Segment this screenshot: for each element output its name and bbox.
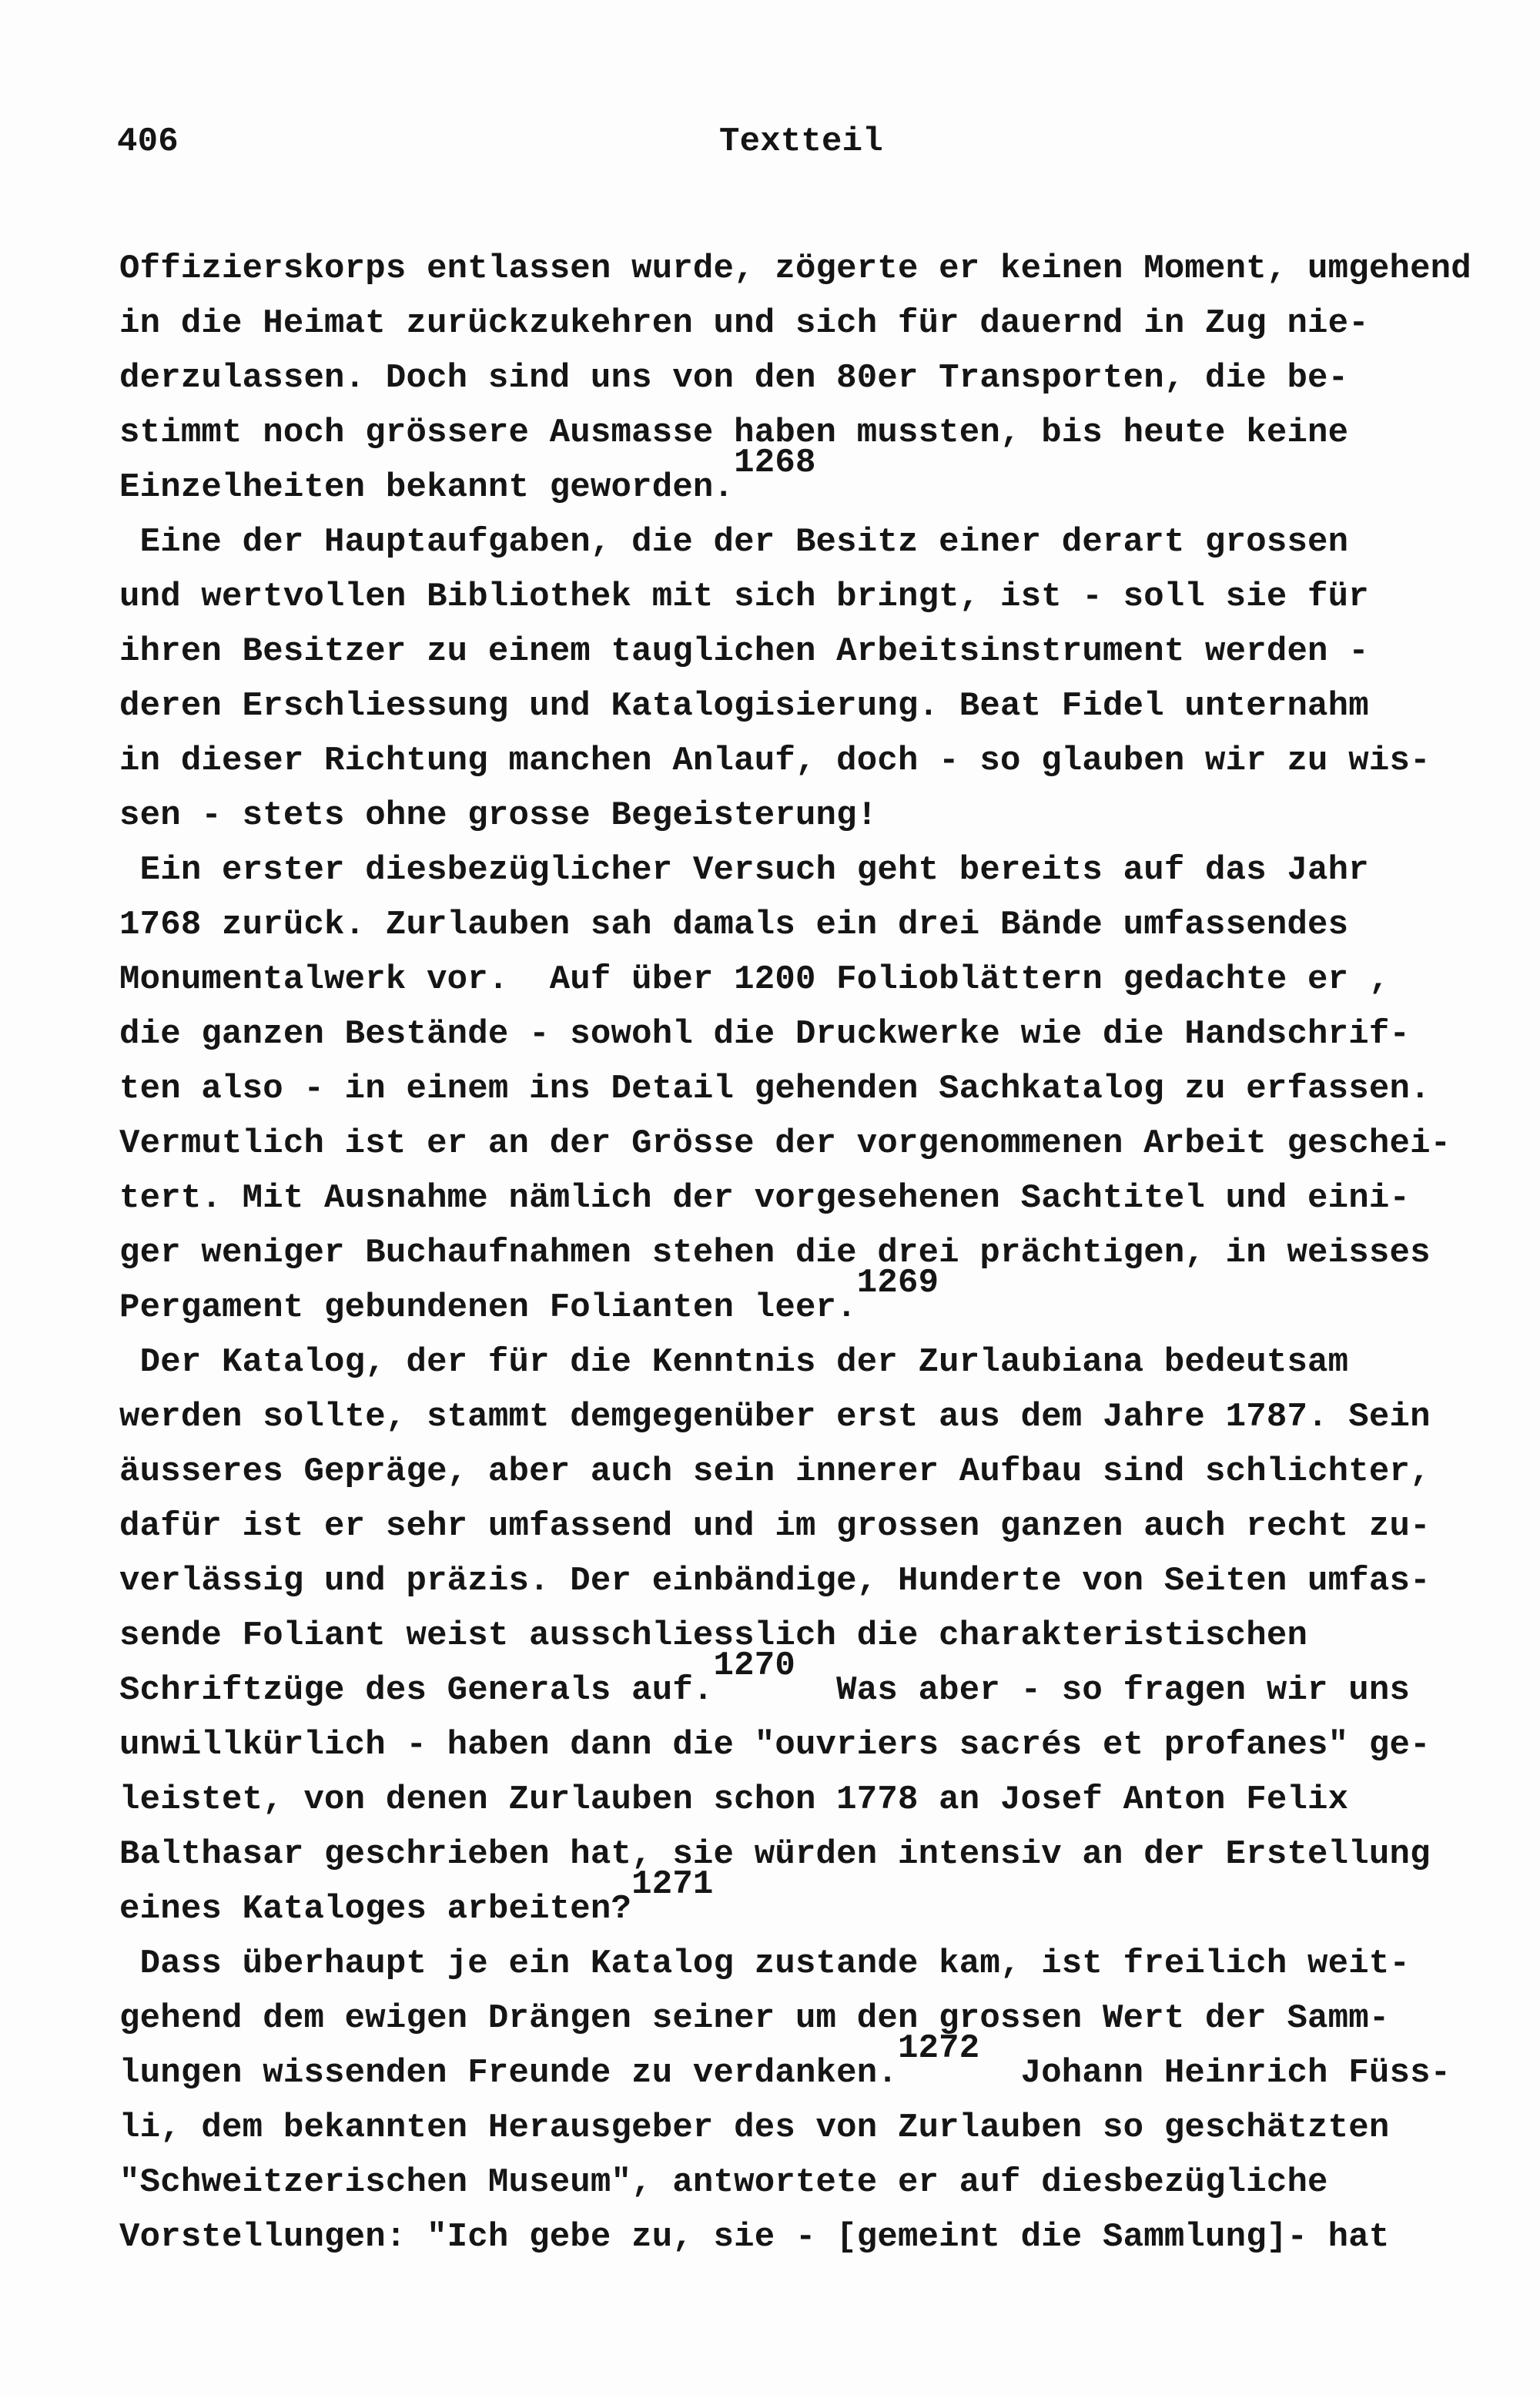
text-segment: derzulassen. Doch sind uns von den 80er Transporten, die be- [119, 359, 1349, 397]
text-line [119, 515, 1505, 570]
text-line [119, 2101, 1505, 2156]
text-line [119, 1718, 1505, 1773]
text-line [119, 1991, 1505, 2046]
text-line [119, 1445, 1505, 1499]
text-segment: Was aber - so fragen wir uns [795, 1671, 1411, 1710]
text-segment: Pergament gebundenen Folianten leer. [119, 1288, 857, 1327]
text-segment: verlässig und präzis. Der einbändige, Hunderte von Seiten umfas- [119, 1562, 1431, 1600]
text-line [119, 1171, 1505, 1226]
text-line [119, 351, 1505, 406]
text-segment: ihren Besitzer zu einem tauglichen Arbeitsinstrument werden - [119, 632, 1369, 671]
footnote-ref: 1272 [897, 2029, 980, 2068]
text-segment: Monumentalwerk vor. Auf über 1200 Folioblättern gedachte er , [119, 960, 1390, 999]
text-segment: gehend dem ewigen Drängen seiner um den grossen Wert der Samm- [119, 1999, 1390, 2038]
text-segment: li, dem bekannten Herausgeber des von Zurlauben so geschätzten [119, 2109, 1390, 2147]
text-segment: äusseres Gepräge, aber auch sein innerer Aufbau sind schlichter, [119, 1452, 1431, 1491]
footnote-ref: 1268 [734, 444, 816, 483]
text-segment: leistet, von denen Zurlauben schon 1778 an Josef Anton Felix [119, 1780, 1349, 1819]
text-line [119, 843, 1505, 898]
text-line [119, 1554, 1505, 1609]
text-line [119, 1865, 1505, 1937]
text-segment: deren Erschliessung und Katalogisierung. Beat Fidel unternahm [119, 687, 1369, 725]
text-segment: sen - stets ohne grosse Begeisterung! [119, 796, 878, 835]
text-segment: eines Kataloges arbeiten? [119, 1890, 632, 1928]
text-segment: Eine der Hauptaufgaben, die der Besitz einer derart grossen [119, 523, 1349, 561]
text-segment: und wertvollen Bibliothek mit sich bringt, ist - soll sie für [119, 578, 1369, 616]
text-segment: Vorstellungen: "Ich gebe zu, sie - [gemeint die Sammlung]- hat [119, 2218, 1390, 2256]
text-segment: tert. Mit Ausnahme nämlich der vorgesehenen Sachtitel und eini- [119, 1179, 1411, 1218]
text-line [119, 1827, 1505, 1882]
text-line [119, 1390, 1505, 1445]
text-segment: "Schweitzerischen Museum", antwortete er auf diesbezügliche [119, 2163, 1328, 2202]
text-segment: in die Heimat zurückzukehren und sich für dauernd in Zug nie- [119, 304, 1369, 343]
text-segment: 1768 zurück. Zurlauben sah damals ein drei Bände umfassendes [119, 906, 1349, 944]
text-line [119, 444, 1505, 515]
text-line [119, 679, 1505, 734]
text-segment: dafür ist er sehr umfassend und im grossen ganzen auch recht zu- [119, 1507, 1431, 1546]
text-line [119, 242, 1505, 296]
text-line [119, 898, 1505, 953]
text-segment: Johann Heinrich Füss- [979, 2054, 1451, 2092]
text-segment: Einzelheiten bekannt geworden. [119, 468, 735, 507]
text-segment: stimmt noch grössere Ausmasse haben mussten, bis heute keine [119, 414, 1349, 452]
text-segment: Schriftzüge des Generals auf. [119, 1671, 714, 1710]
text-segment: Balthasar geschrieben hat, sie würden intensiv an der Erstellung [119, 1835, 1431, 1874]
text-segment: in dieser Richtung manchen Anlauf, doch - so glauben wir zu wis- [119, 742, 1431, 780]
text-segment: lungen wissenden Freunde zu verdanken. [119, 2054, 898, 2092]
text-segment: unwillkürlich - haben dann die "ouvriers sacrés et profanes" ge- [119, 1726, 1431, 1764]
text-line [119, 2156, 1505, 2210]
running-header: Textteil [719, 122, 883, 161]
text-segment: Vermutlich ist er an der Grösse der vorgenommenen Arbeit geschei- [119, 1124, 1451, 1163]
text-line [119, 1609, 1505, 1663]
text-segment: ger weniger Buchaufnahmen stehen die drei prächtigen, in weisses [119, 1234, 1431, 1272]
footnote-ref: 1271 [631, 1865, 714, 1904]
footnote-ref: 1270 [713, 1646, 795, 1686]
text-segment: werden sollte, stammt demgegenüber erst aus dem Jahre 1787. Sein [119, 1398, 1431, 1436]
text-line [119, 570, 1505, 625]
text-line [119, 1007, 1505, 1062]
text-line [119, 1226, 1505, 1281]
text-line [119, 1499, 1505, 1554]
text-line [119, 1117, 1505, 1171]
text-line [119, 296, 1505, 351]
text-segment: sende Foliant weist ausschliesslich die charakteristischen [119, 1616, 1308, 1655]
text-line [119, 1264, 1505, 1335]
text-segment: ten also - in einem ins Detail gehenden Sachkatalog zu erfassen. [119, 1070, 1431, 1108]
text-segment: Ein erster diesbezüglicher Versuch geht bereits auf das Jahr [119, 851, 1369, 889]
text-line [119, 1062, 1505, 1117]
text-segment: Der Katalog, der für die Kenntnis der Zurlaubiana bedeutsam [119, 1343, 1349, 1382]
text-segment: Dass überhaupt je ein Katalog zustande kam, ist freilich weit- [119, 1944, 1411, 1983]
text-line [119, 1335, 1505, 1390]
text-line [119, 2029, 1505, 2101]
text-line [119, 1773, 1505, 1827]
text-line [119, 789, 1505, 843]
text-line [119, 1937, 1505, 1991]
text-line [119, 1646, 1505, 1718]
text-line [119, 734, 1505, 789]
text-line [119, 2210, 1505, 2265]
text-segment: die ganzen Bestände - sowohl die Druckwerke wie die Handschrif- [119, 1015, 1411, 1053]
text-segment: Offizierskorps entlassen wurde, zögerte er keinen Moment, umgehend [119, 250, 1471, 288]
body-text [119, 242, 1505, 2265]
text-line [119, 625, 1505, 679]
page-number: 406 [117, 122, 179, 161]
text-line [119, 953, 1505, 1007]
footnote-ref: 1269 [856, 1264, 939, 1303]
